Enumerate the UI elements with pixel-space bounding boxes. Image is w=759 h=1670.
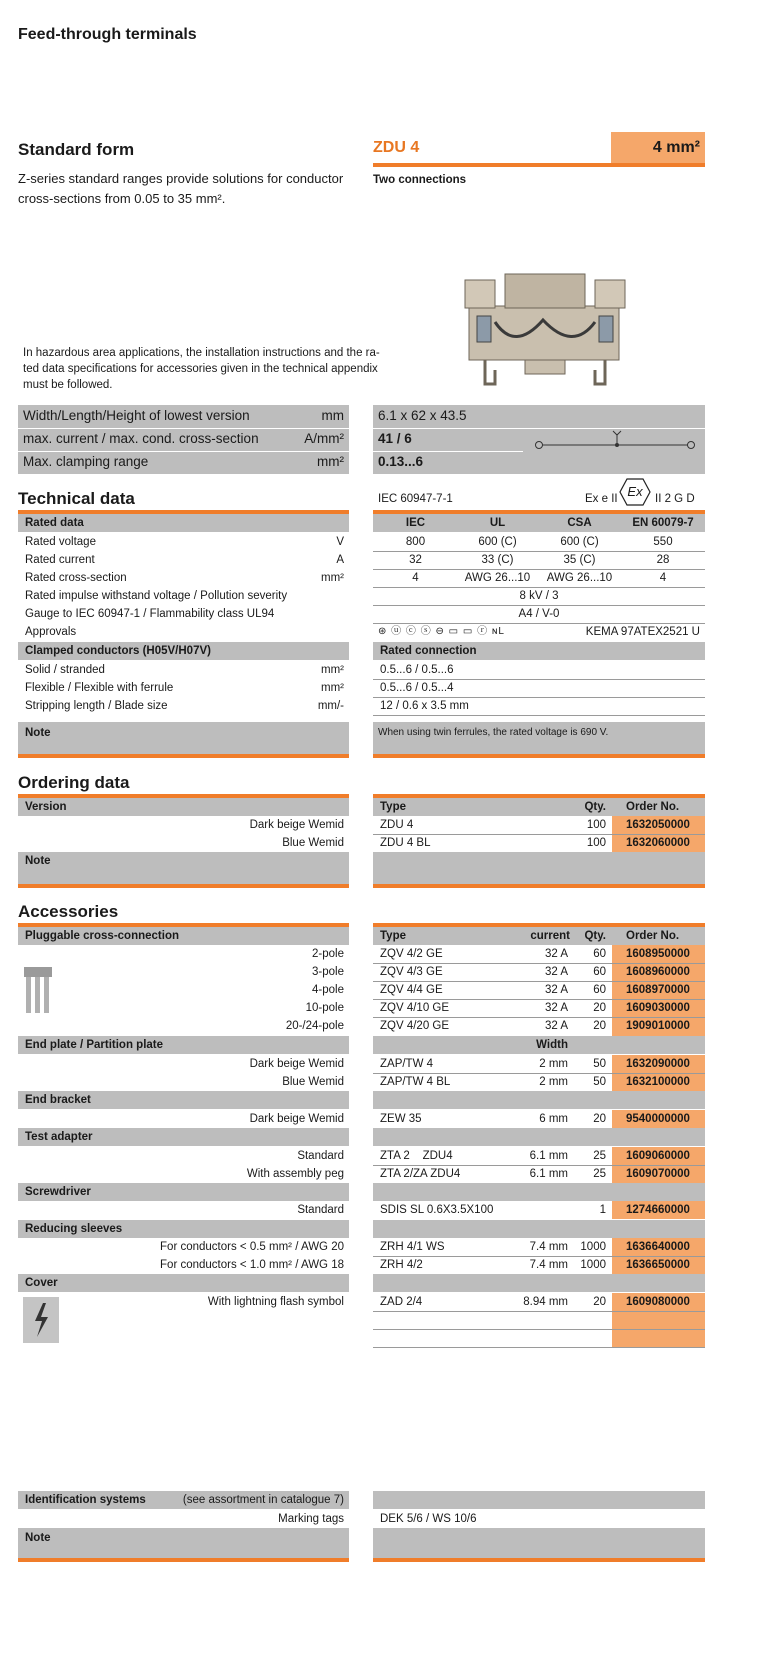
ordering-type-1: ZDU 4 [380,819,414,831]
dim-label-3: Max. clamping range [23,454,149,469]
plug-current-2: 32 A [544,966,568,978]
group-cover: Cover [25,1277,58,1289]
clamp-unit-2: mm² [321,682,344,694]
circuit-symbol-icon [530,424,705,454]
product-subtitle: Two connections [373,174,467,186]
bracket-type-1: ZEW 35 [380,1113,422,1125]
product-size: 4 mm² [652,139,700,156]
identification-note-label: Note [25,1532,51,1544]
dim-unit-3: mm² [317,454,344,469]
sleeve-type-2: ZRH 4/2 [380,1259,423,1271]
plug-type-4: ZQV 4/10 GE [380,1002,450,1014]
plug-current-1: 32 A [544,948,568,960]
clamp-label-1: Solid / stranded [25,664,105,676]
clamp-unit-3: mm/- [317,700,344,712]
plug-qty-4: 20 [593,1002,606,1014]
clamp-value-3: 12 / 0.6 x 3.5 mm [380,700,469,712]
bracket-order-1: 9540000000 [626,1113,690,1125]
approvals-icons: ⊛ ⓤ ⓒ ⓢ ⊖ ▭ ▭ ⓡ ɴL [378,626,505,637]
rated-voltage-en: 550 [653,536,673,548]
rated-current-unit: A [336,554,344,566]
cover-qty-1: 20 [593,1296,606,1308]
cover-type-1: ZAD 2/4 [380,1296,423,1308]
endplate-desc-2: Blue Wemid [282,1076,344,1088]
screwdriver-type-1: SDIS SL 0.6X3.5X100 [380,1204,494,1216]
plug-type-5: ZQV 4/20 GE [380,1020,450,1032]
ordering-col-type: Type [380,801,406,813]
col-en60079: EN 60079-7 [632,517,694,529]
endplate-width-1: 2 mm [539,1058,568,1070]
plug-order-5: 1909010000 [626,1020,690,1032]
sleeve-order-2: 1636650000 [626,1259,690,1271]
ordering-heading: Ordering data [18,773,130,792]
cover-order-1: 1609080000 [626,1296,690,1308]
marking-tags-type: DEK 5/6 / WS 10/6 [380,1513,477,1525]
sleeve-width-1: 7.4 mm [529,1241,568,1253]
plug-desc-1: 2-pole [312,948,344,960]
group-pluggable: Pluggable cross-connection [25,930,179,942]
group-test-adapter: Test adapter [25,1131,93,1143]
acc-col-order: Order No. [626,930,680,942]
impulse-value: 8 kV / 3 [519,590,559,602]
dim-label-2: max. current / max. cond. cross-section [23,431,259,446]
clamp-label-2: Flexible / Flexible with ferrule [25,682,174,694]
plug-desc-3: 4-pole [312,984,344,996]
ex-hexagon-icon: Ex [619,478,651,506]
plug-desc-5: 20-/24-pole [285,1020,344,1032]
ordering-order-1: 1632050000 [626,819,690,831]
standard-form-heading: Standard form [18,140,135,159]
endplate-qty-2: 50 [593,1076,606,1088]
impulse-label: Rated impulse withstand voltage / Pollution severity [25,590,288,602]
endplate-type-1: ZAP/TW 4 [380,1058,434,1070]
plug-qty-2: 60 [593,966,606,978]
dim-value-3: 0.13...6 [378,454,424,469]
ordering-version-1: Dark beige Wemid [249,819,344,831]
rated-cross-section-iec: 4 [412,572,419,584]
gauge-value: A4 / V-0 [518,608,560,620]
endplate-qty-1: 50 [593,1058,606,1070]
rated-voltage-csa: 600 (C) [560,536,599,548]
plug-desc-2: 3-pole [312,966,344,978]
plug-order-1: 1608950000 [626,948,690,960]
approvals-label: Approvals [25,626,77,638]
ordering-type-2: ZDU 4 BL [380,837,431,849]
technical-heading: Technical data [18,489,135,508]
hazard-note-2: ted data specifications for accessories given in the technical appendix [23,363,378,375]
clamped-label: Clamped conductors (H05V/H07V) [25,645,211,657]
acc-col-current: current [530,930,570,942]
rated-voltage-unit: V [336,536,344,548]
ordering-order-2: 1632060000 [626,837,690,849]
tech-note-label: Note [25,727,51,739]
acc-col-qty: Qty. [584,930,606,942]
ordering-note-label: Note [25,855,51,867]
plug-order-2: 1608960000 [626,966,690,978]
rated-cross-section-unit: mm² [321,572,344,584]
sleeve-order-1: 1636640000 [626,1241,690,1253]
rated-cross-section-csa: AWG 26...10 [546,572,613,584]
plug-desc-4: 10-pole [305,1002,344,1014]
rated-voltage-ul: 600 (C) [478,536,517,548]
ordering-qty-2: 100 [586,837,606,849]
rated-voltage-iec: 800 [405,536,426,548]
group-screwdriver: Screwdriver [25,1186,91,1198]
plug-current-3: 32 A [544,984,568,996]
sleeve-qty-2: 1000 [580,1259,606,1271]
group-reducing: Reducing sleeves [25,1223,123,1235]
screwdriver-order-1: 1274660000 [626,1204,690,1216]
endplate-order-2: 1632100000 [626,1076,690,1088]
dim-value-2: 41 / 6 [378,431,412,446]
hazard-note-3: must be followed. [23,379,113,391]
rated-connection-label: Rated connection [380,645,477,657]
sleeve-width-2: 7.4 mm [529,1259,568,1271]
page-title: Feed-through terminals [18,26,197,43]
bracket-qty-1: 20 [593,1113,606,1125]
sleeve-qty-1: 1000 [580,1241,606,1253]
rated-current-label: Rated current [25,554,95,566]
adapter-desc-2: With assembly peg [246,1168,344,1180]
col-ul: UL [489,517,506,529]
ordering-version-2: Blue Wemid [282,837,344,849]
dim-unit-1: mm [321,408,344,423]
kema-cert: KEMA 97ATEX2521 U [585,626,700,638]
adapter-order-2: 1609070000 [626,1168,690,1180]
rated-cross-section-label: Rated cross-section [25,572,127,584]
product-header [373,132,705,163]
sleeve-type-1: ZRH 4/1 WS [380,1241,445,1253]
plug-type-2: ZQV 4/3 GE [380,966,443,978]
rated-current-ul: 33 (C) [481,554,514,566]
col-iec: IEC [405,517,426,529]
plug-order-4: 1609030000 [626,1002,690,1014]
endplate-type-2: ZAP/TW 4 BL [380,1076,451,1088]
rated-data-label: Rated data [25,517,84,529]
sleeve-desc-2: For conductors < 1.0 mm² / AWG 18 [160,1259,344,1271]
cover-desc-1: With lightning flash symbol [207,1296,344,1308]
sleeve-desc-1: For conductors < 0.5 mm² / AWG 20 [160,1241,344,1253]
ordering-col-qty: Qty. [584,801,606,813]
rated-current-en: 28 [656,554,670,566]
plug-current-4: 32 A [544,1002,568,1014]
product-name: ZDU 4 [373,139,420,156]
acc-col-type: Type [380,930,406,942]
plug-qty-3: 60 [593,984,606,996]
screwdriver-desc-1: Standard [297,1204,344,1216]
exe-label: Ex e II [585,493,618,505]
adapter-qty-2: 25 [593,1168,606,1180]
standard-form-desc-1: Z-series standard ranges provide solutions for conductor [18,171,344,186]
terminal-block-image [455,272,633,394]
endplate-width-2: 2 mm [539,1076,568,1088]
acc-col-width: Width [536,1039,568,1051]
adapter-width-2: 6.1 mm [529,1168,568,1180]
atex-label: II 2 G D [655,493,695,505]
adapter-type-2: ZTA 2/ZA ZDU4 [380,1168,461,1180]
rated-current-iec: 32 [409,554,422,566]
hazard-note-1: In hazardous area applications, the installation instructions and the ra- [23,347,380,359]
plug-type-3: ZQV 4/4 GE [380,984,443,996]
plug-order-3: 1608970000 [626,984,690,996]
adapter-desc-1: Standard [297,1150,344,1162]
rated-current-csa: 35 (C) [563,554,596,566]
dim-label-1: Width/Length/Height of lowest version [23,408,250,423]
clamp-label-3: Stripping length / Blade size [25,700,168,712]
marking-tags-label: Marking tags [278,1513,344,1525]
gauge-label: Gauge to IEC 60947-1 / Flammability class UL94 [25,608,275,620]
adapter-qty-1: 25 [593,1150,606,1162]
identification-label: Identification systems [25,1494,146,1506]
version-label: Version [25,801,67,813]
rated-cross-section-en: 4 [659,572,667,584]
rated-voltage-label: Rated voltage [25,536,96,548]
rated-cross-section-ul: AWG 26...10 [464,572,531,584]
iec-standard: IEC 60947-7-1 [378,493,453,505]
adapter-type-1: ZTA 2 ZDU4 [380,1150,453,1162]
tech-note-text: When using twin ferrules, the rated voltage is 690 V. [378,727,609,738]
plug-current-5: 32 A [544,1020,568,1032]
identification-ref: (see assortment in catalogue 7) [182,1494,344,1506]
clamp-value-2: 0.5...6 / 0.5...4 [380,682,454,694]
plug-qty-1: 60 [593,948,606,960]
endplate-desc-1: Dark beige Wemid [249,1058,344,1070]
dim-unit-2: A/mm² [304,431,344,446]
adapter-width-1: 6.1 mm [529,1150,568,1162]
dim-value-1: 6.1 x 62 x 43.5 [378,408,467,423]
bracket-desc-1: Dark beige Wemid [249,1113,344,1125]
group-end-bracket: End bracket [25,1094,91,1106]
group-end-plate: End plate / Partition plate [25,1039,164,1051]
bracket-width-1: 6 mm [539,1113,568,1125]
ordering-col-order: Order No. [626,801,680,813]
col-csa: CSA [567,517,592,529]
plug-type-1: ZQV 4/2 GE [380,948,443,960]
accessories-heading: Accessories [18,902,119,921]
adapter-order-1: 1609060000 [626,1150,690,1162]
clamp-unit-1: mm² [321,664,344,676]
plug-qty-5: 20 [593,1020,606,1032]
clamp-value-1: 0.5...6 / 0.5...6 [380,664,454,676]
standard-form-desc-2: cross-sections from 0.05 to 35 mm². [18,191,226,206]
endplate-order-1: 1632090000 [626,1058,690,1070]
ordering-qty-1: 100 [586,819,606,831]
cover-width-1: 8.94 mm [523,1296,568,1308]
screwdriver-qty-1: 1 [599,1204,606,1216]
screwdriver-mid-1 [510,1201,568,1219]
